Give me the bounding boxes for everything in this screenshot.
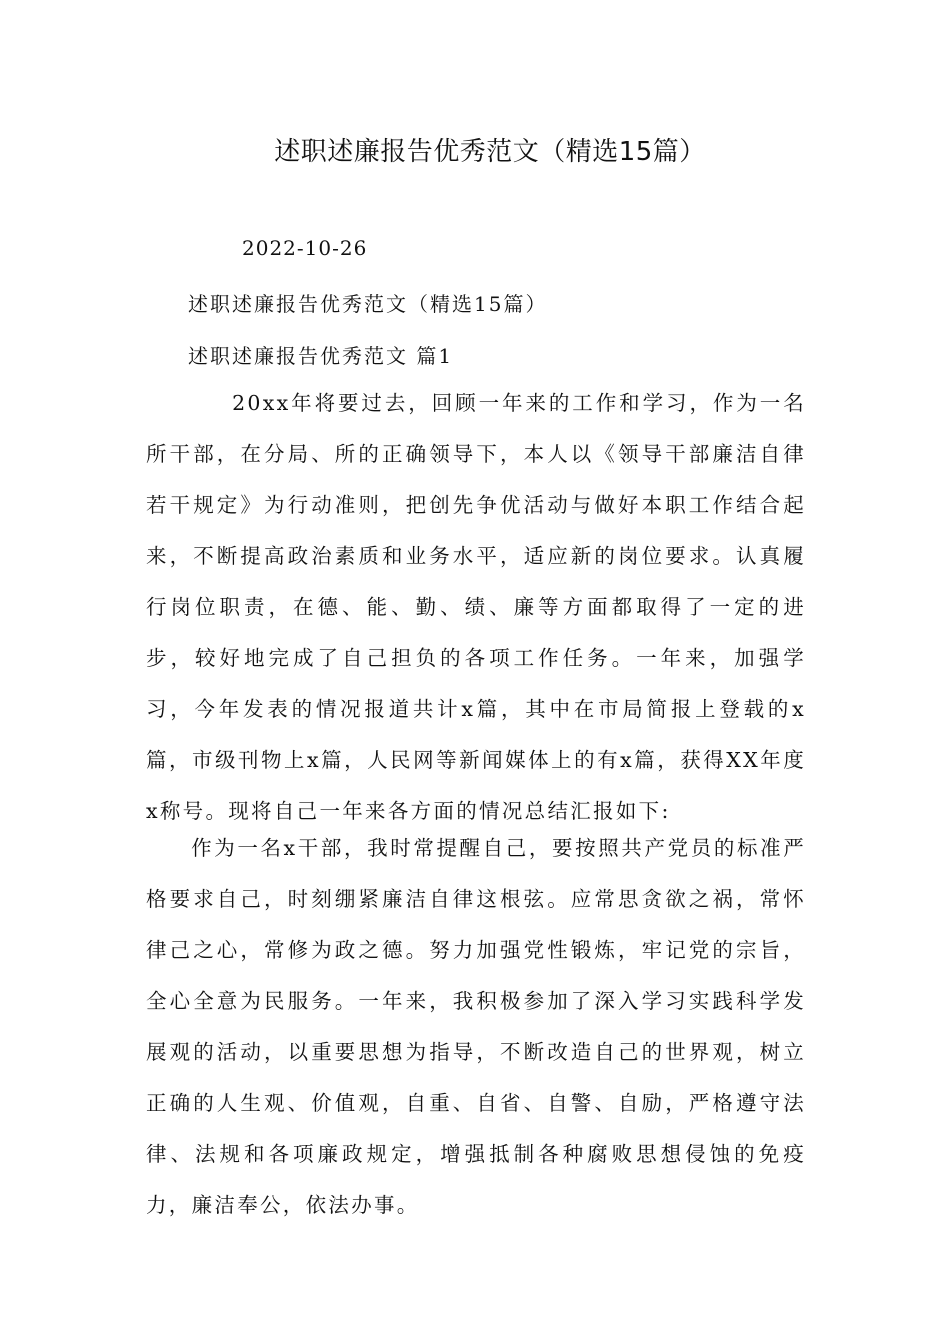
paragraph-2: 作为一名x干部，我时常提醒自己，要按照共产党员的标准严格要求自己，时刻绷紧廉洁自律这根弦。应常思贪欲之祸，常怀律己之心，常修为政之德。努力加强党性锻炼，牢记党的宗旨，全心全意为民服务。一年来，我积极参加了深入学习实践科学发展观的活动，以重要思想为指导，不断改造自己的世界观，树立正确的人生观、价值观，自重、自省、自警、自励，严格遵守法律、法规和各项廉政规定，增强抵制各种腐败思想侵蚀的免疫力，廉洁奉公，依法办事。: [146, 836, 806, 1217]
document-title: 述职述廉报告优秀范文（精选15篇）: [274, 137, 706, 167]
section-heading: 述职述廉报告优秀范文 篇1: [188, 344, 454, 368]
document-subtitle: 述职述廉报告优秀范文（精选15篇）: [188, 292, 548, 316]
paragraph-1: 20xx年将要过去，回顾一年来的工作和学习，作为一名所干部，在分局、所的正确领导下，本人以《领导干部廉洁自律若干规定》为行动准则，把创先争优活动与做好本职工作结合起来，不断提高政治素质和业务水平，适应新的岗位要求。认真履行岗位职责，在德、能、勤、绩、廉等方面都取得了一定的进步，较好地完成了自己担负的各项工作任务。一年来，加强学习，今年发表的情况报道共计x篇，其中在市局简报上登载的x篇，市级刊物上x篇，人民网等新闻媒体上的有x篇，获得XX年度x称号。现将自己一年来各方面的情况总结汇报如下:: [146, 391, 806, 823]
document-date: 2022-10-26: [242, 236, 368, 260]
